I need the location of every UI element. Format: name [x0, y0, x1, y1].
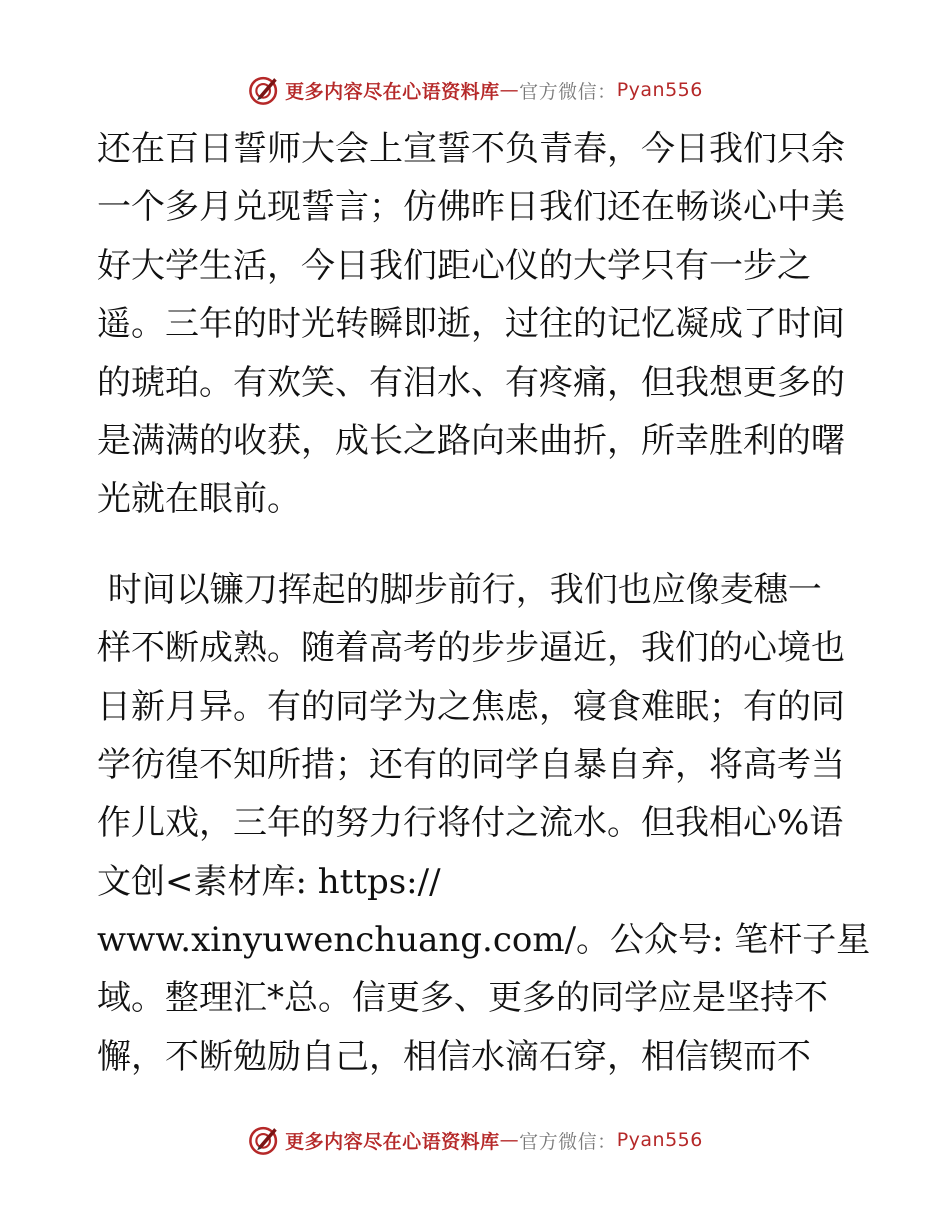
text-line: 光就在眼前。: [97, 479, 301, 520]
text-line: 遥。三年的时光转瞬即逝，过往的记忆凝成了时间: [97, 304, 845, 345]
paragraph-1: [97, 120, 857, 529]
footer-banner: [0, 1120, 950, 1160]
brand-logo-icon: [247, 73, 281, 107]
banner-text: 更多内容尽在心语资料库: [285, 80, 500, 103]
banner-official-label: 官方微信：: [519, 80, 617, 103]
text-line: 日新月异。有的同学为之焦虑，寝食难眠；有的同: [97, 686, 845, 727]
paragraph-gap: [97, 529, 857, 561]
text-line: 学彷徨不知所措；还有的同学自暴自弃，将高考当: [97, 744, 845, 785]
banner-dash: —: [499, 1129, 520, 1151]
text-line: 懈，不断勉励自己，相信水滴石穿，相信锲而不: [97, 1036, 811, 1077]
paragraph-2: [97, 561, 871, 1087]
text-line: 还在百日誓师大会上宣誓不负青春，今日我们只余: [97, 129, 845, 169]
banner-text: 更多内容尽在心语资料库: [285, 1130, 500, 1153]
text-line: 样不断成熟。随着高考的步步逼近，我们的心境也: [97, 628, 845, 669]
banner-wechat-id: Pyan556: [616, 79, 703, 101]
brand-logo-icon: [247, 1123, 281, 1157]
text-line: 域。整理汇*总。信更多、更多的同学应是坚持不: [97, 978, 828, 1019]
text-line: 文创<素材库: https://: [97, 861, 441, 902]
text-line: 是满满的收获，成长之路向来曲折，所幸胜利的曙: [97, 420, 845, 461]
text-line: 的琥珀。有欢笑、有泪水、有疼痛，但我想更多的: [97, 362, 845, 403]
banner-official-label: 官方微信：: [519, 1130, 617, 1153]
text-line: 好大学生活，今日我们距心仪的大学只有一步之: [97, 245, 811, 286]
text-line: 时间以镰刀挥起的脚步前行，我们也应像麦穗一: [97, 569, 822, 610]
header-banner: [0, 70, 950, 110]
banner-dash: —: [499, 79, 520, 101]
banner-wechat-id: Pyan556: [616, 1129, 703, 1151]
text-line: 一个多月兑现誓言；仿佛昨日我们还在畅谈心中美: [97, 187, 845, 228]
text-line: www.xinyuwenchuang.com/。公众号: 笔杆子星: [97, 920, 871, 961]
document-body: [97, 120, 871, 1086]
text-line: 作儿戏，三年的努力行将付之流水。但我相心%语: [97, 803, 844, 844]
